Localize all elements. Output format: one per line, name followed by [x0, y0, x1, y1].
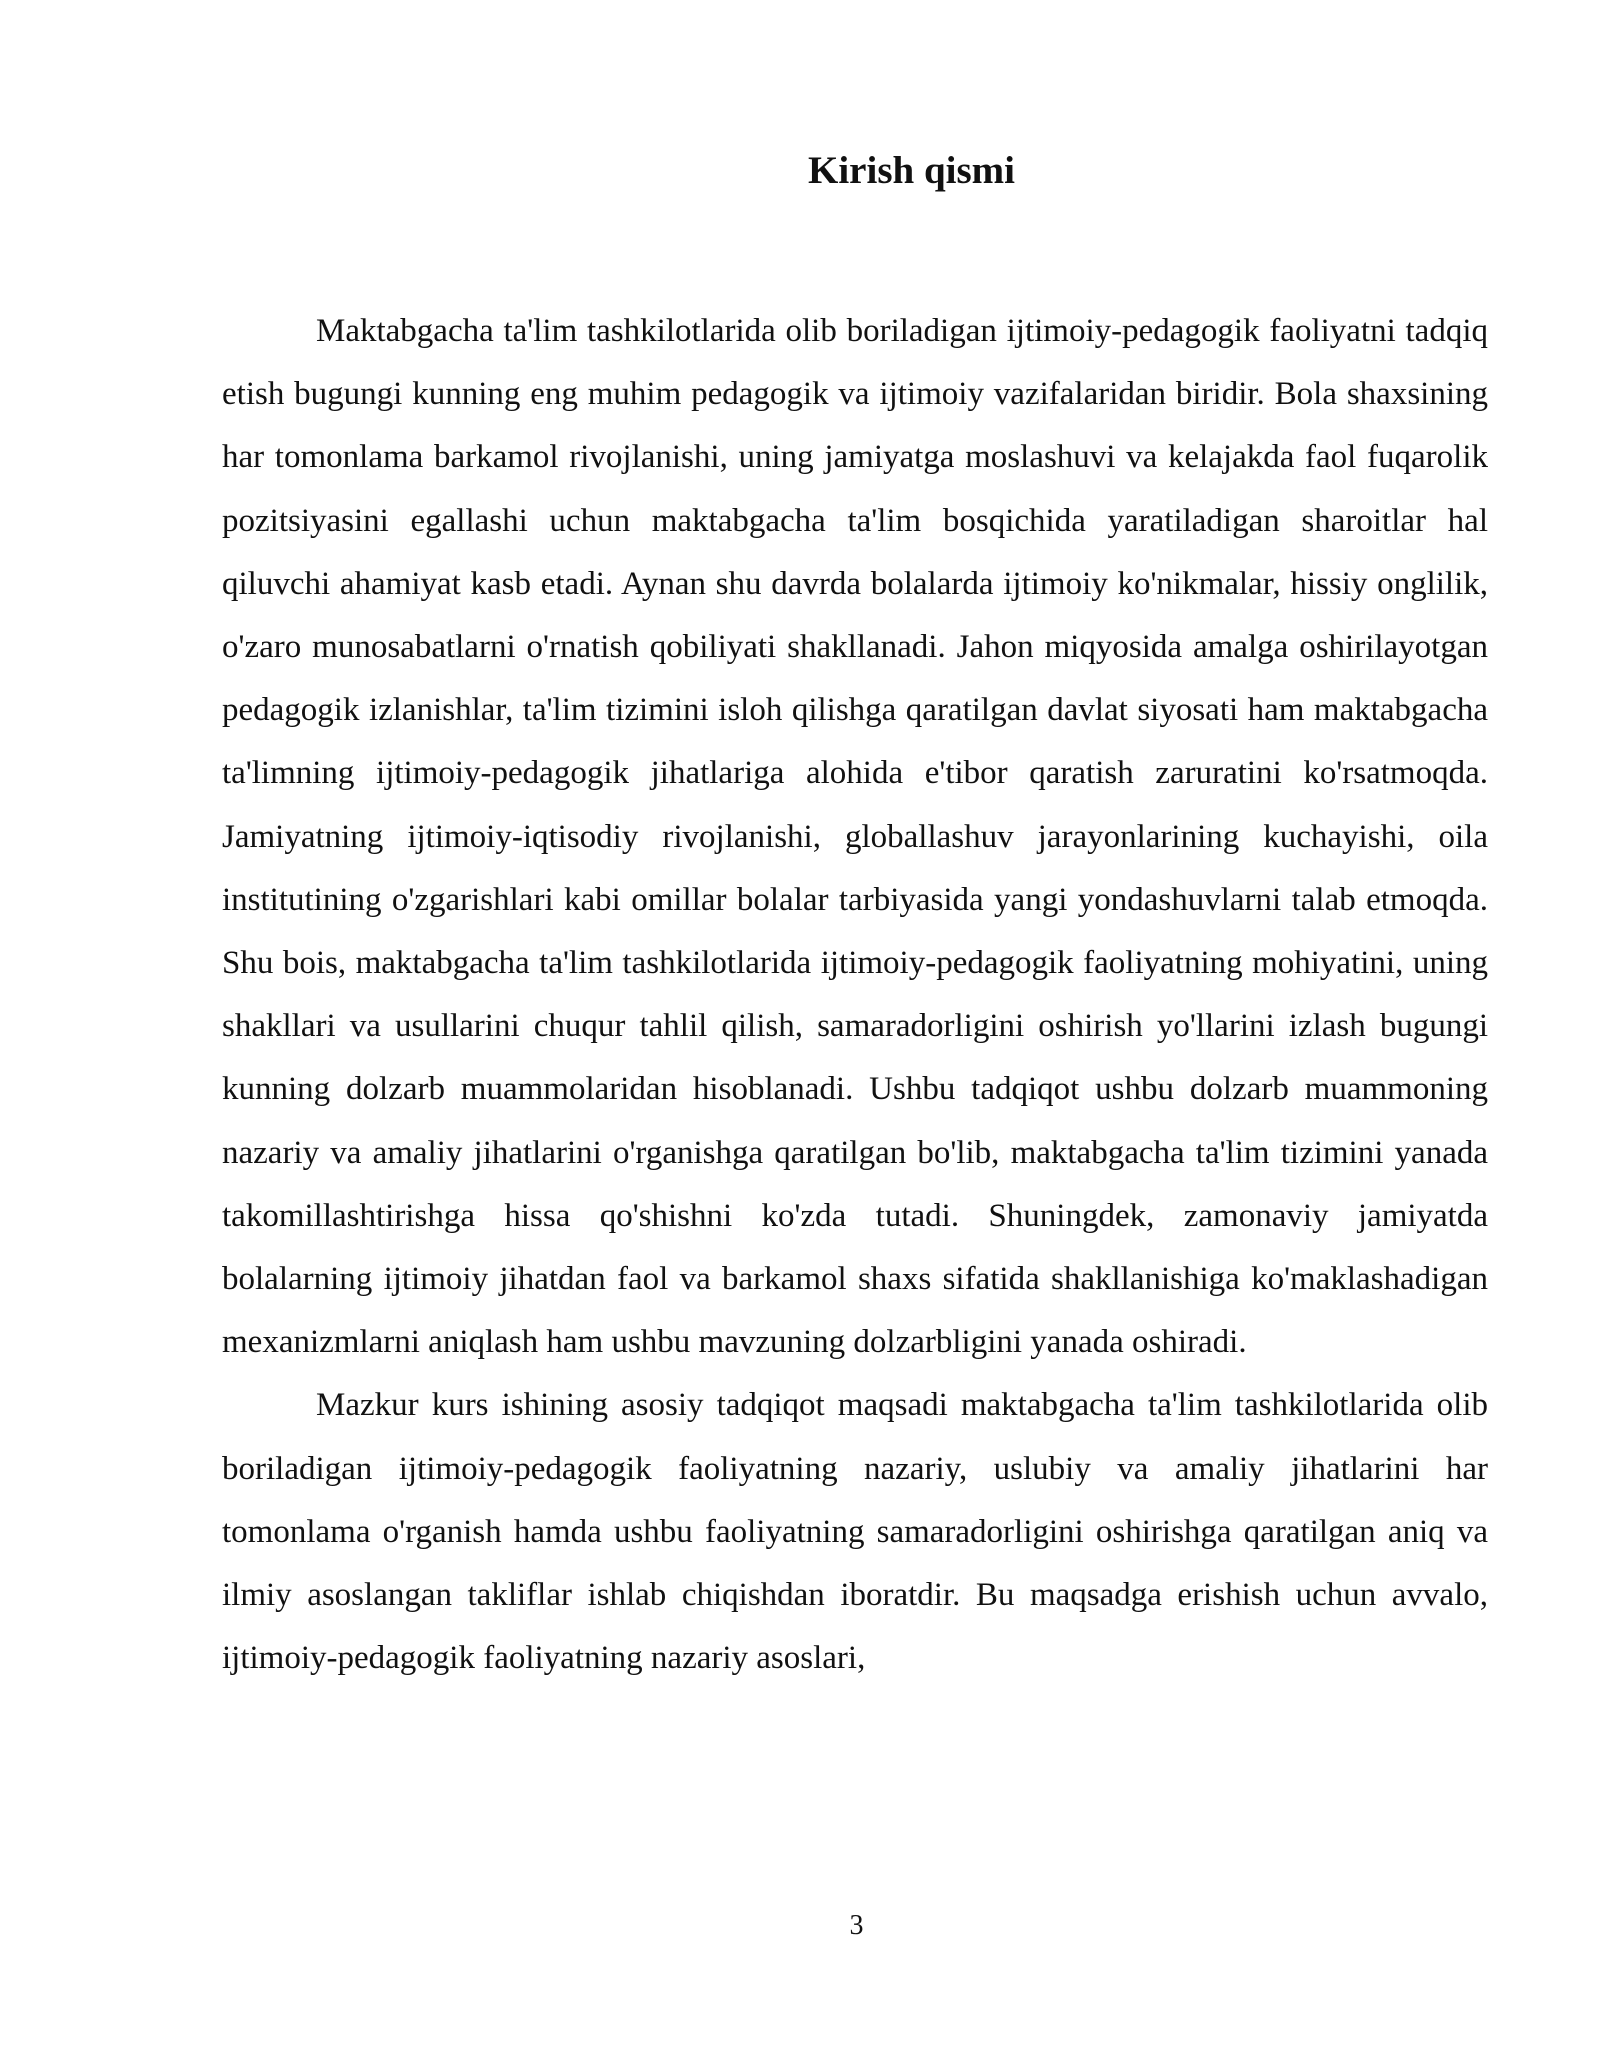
page-title-text: Kirish qismi: [808, 149, 1015, 192]
page-number: 3: [849, 1910, 864, 1941]
page-title: [0, 146, 1600, 196]
paragraph-goal: Mazkur kurs ishining asosiy tadqiqot maqsadi maktabgacha ta'lim tashkilotlarida olib boriladigan ijtimoiy-pedagogik faoliyatning nazariy, uslubiy va amaliy jihatlarini har tomonlama o'rganish hamda ushbu faoliyatning samaradorligini oshirishga qaratilgan aniq va ilmiy asoslangan takliflar ishlab chiqishdan iboratdir. Bu maqsadga erishish uchun avvalo, ijtimoiy-pedagogik faoliyatning nazariy asoslari,: [222, 1387, 1488, 1677]
document-body: [222, 300, 1488, 1690]
paragraph-intro: Maktabgacha ta'lim tashkilotlarida olib boriladigan ijtimoiy-pedagogik faoliyatni tadqiq etish bugungi kunning eng muhim pedagogik va ijtimoiy vazifalaridan biridir. Bola shaxsining har tomonlama barkamol rivojlanishi, uning jamiyatga moslashuvi va kelajakda faol fuqarolik pozitsiyasini egallashi uchun maktabgacha ta'lim bosqichida yaratiladigan sharoitlar hal qiluvchi ahamiyat kasb etadi. Aynan shu davrda bolalarda ijtimoiy ko'nikmalar, hissiy onglilik, o'zaro munosabatlarni o'rnatish qobiliyati shakllanadi. Jahon miqyosida amalga oshirilayotgan pedagogik izlanishlar, ta'lim tizimini isloh qilishga qaratilgan davlat siyosati ham maktabgacha ta'limning ijtimoiy-pedagogik jihatlariga alohida e'tibor qaratish zaruratini ko'rsatmoqda. Jamiyatning ijtimoiy-iqtisodiy rivojlanishi, globallashuv jarayonlarining kuchayishi, oila institutining o'zgarishlari kabi omillar bolalar tarbiyasida yangi yondashuvlarni talab etmoqda. Shu bois, maktabgacha ta'lim tashkilotlarida ijtimoiy-pedagogik faoliyatning mohiyatini, uning shakllari va usullarini chuqur tahlil qilish, samaradorligini oshirish yo'llarini izlash bugungi kunning dolzarb muammolaridan hisoblanadi. Ushbu tadqiqot ushbu dolzarb muammoning nazariy va amaliy jihatlarini o'rganishga qaratilgan bo'lib, maktabgacha ta'lim tizimini yanada takomillashtirishga hissa qo'shishni ko'zda tutadi. Shuningdek, zamonaviy jamiyatda bolalarning ijtimoiy jihatdan faol va barkamol shaxs sifatida shakllanishiga ko'maklashadigan mexanizmlarni aniqlash ham ushbu mavzuning dolzarbligini yanada oshiradi.: [222, 313, 1488, 1361]
